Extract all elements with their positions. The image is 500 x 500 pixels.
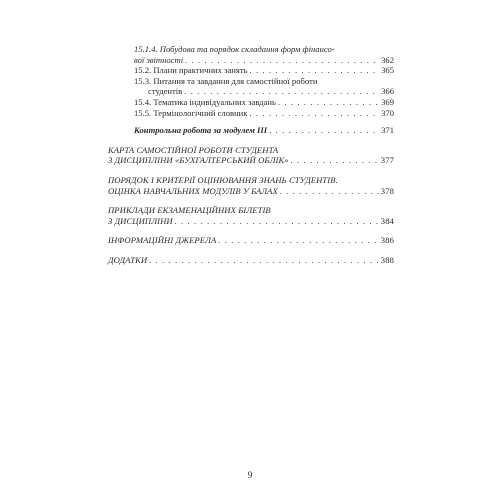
toc-entry-assessment-line1: ПОРЯДОК І КРИТЕРІЇ ОЦІНЮВАННЯ ЗНАНЬ СТУДЕНТІВ. bbox=[108, 174, 338, 185]
toc-entry-module-test: Контрольна робота за модулем ІІІ . . . 371 bbox=[108, 125, 394, 136]
toc-entry-exam-tickets-line1: ПРИКЛАДИ ЕКЗАМЕНАЦІЙНИХ БІЛЕТІВ bbox=[108, 205, 271, 216]
toc-entry-exam-tickets: З ДИСЦИПЛІНИ . . . 384 bbox=[108, 216, 394, 227]
toc-entry-15-4: 15.4. Тематика індивідуальних завдань . . . 369 bbox=[108, 97, 394, 108]
toc-entry-self-study-card-line1: КАРТА САМОСТІЙНОЇ РОБОТИ СТУДЕНТА bbox=[108, 144, 279, 155]
table-of-contents bbox=[108, 44, 394, 266]
toc-entry-15-3-line1: 15.3. Питання та завдання для самостійної роботи bbox=[134, 75, 318, 86]
toc-entry-15-1-4: вої звітності . . . 362 bbox=[108, 55, 394, 66]
page-number: 9 bbox=[247, 470, 253, 480]
toc-entry-self-study-card: З ДИСЦИПЛІНИ «БУХГАЛТЕРСЬКИЙ ОБЛІК» . . . 377 bbox=[108, 155, 394, 166]
toc-entry-15-1-4-line1: 15.1.4. Побудова та порядок складання форм фінансо- bbox=[134, 44, 335, 54]
toc-entry-appendices: ДОДАТКИ . . . 388 bbox=[108, 255, 394, 266]
toc-entry-15-2: 15.2. Плани практичних занять . . . 365 bbox=[108, 65, 394, 76]
toc-entry-info-sources: ІНФОРМАЦІЙНІ ДЖЕРЕЛА . . . 386 bbox=[108, 235, 394, 246]
toc-entry-15-5: 15.5. Термінологічний словник . . . 370 bbox=[108, 108, 394, 119]
toc-entry-15-3: студентів . . . 366 bbox=[108, 86, 394, 97]
toc-entry-assessment: ОЦІНКА НАВЧАЛЬНИХ МОДУЛІВ У БАЛАХ . . . 378 bbox=[108, 186, 394, 197]
